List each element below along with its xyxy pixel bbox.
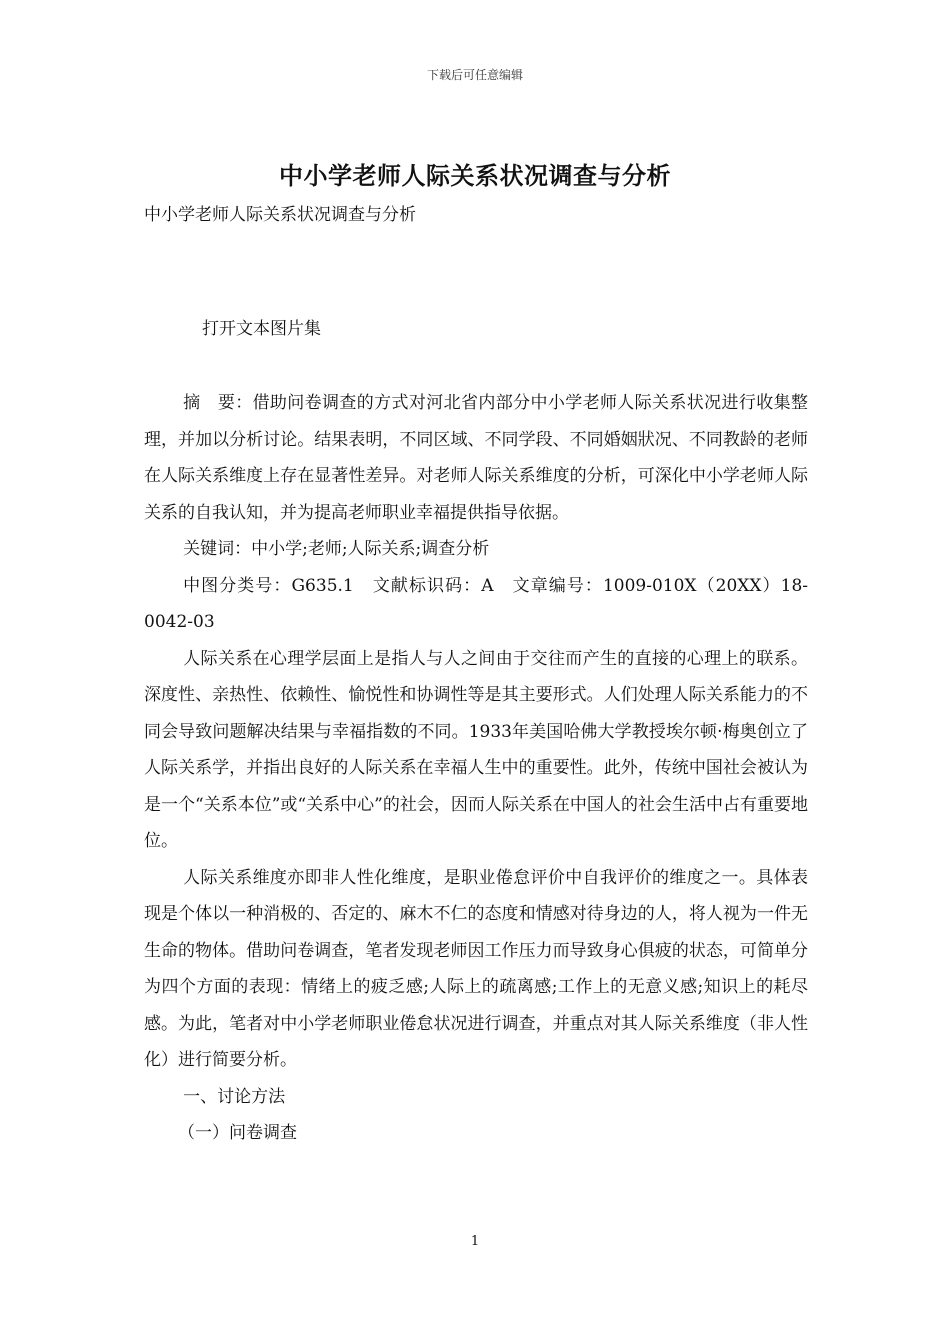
document-subtitle: 中小学老师人际关系状况调查与分析 [144,205,416,225]
page-number: 1 [470,1234,480,1249]
open-image-set-link[interactable]: 打开文本图片集 [202,319,321,339]
keywords-line: 关键词：中小学;老师;人际关系;调查分析 [183,539,490,559]
page-header: 下载后可任意编辑 [426,68,523,82]
abstract-paragraph: 摘 要：借助问卷调查的方式对河北省内部分中小学老师人际关系状况进行收集整理，并加以分析讨论。结果表明，不同区域、不同学段、不同婚姻狀况、不同教龄的老师在人际关系维度上存在显著性差异。对老师人际关系维度的分析，可深化中小学老师人际关系的自我认知，并为提高老师职业幸福提供指导依据。 [144,393,808,523]
section-heading: 一、讨论方法 [183,1086,286,1107]
classification-line: 中图分类号：G635.1 文献标识码：A 文章编号：1009-010X（20XX）18-0042-03 [144,575,808,632]
subsection-heading: （一）问卷调查 [178,1123,297,1143]
document-title: 中小学老师人际关系状况调查与分析 [279,161,671,190]
body-paragraph: 人际关系在心理学层面上是指人与人之间由于交往而产生的直接的心理上的联系。深度性、亲热性、依赖性、愉悦性和协调性等是其主要形式。人们处理人际关系能力的不同会导致问题解决结果与幸福指数的不同。1933年美国哈佛大学教授埃尔顿·梅奥创立了人际关系学，并指出良好的人际关系在幸福人生中的重要性。此外，传统中国社会被认为是一个“关系本位”或“关系中心”的社会，因而人际关系在中国人的社会生活中占有重要地位。 [144,648,808,851]
body-paragraph: 人际关系维度亦即非人性化维度，是职业倦怠评价中自我评价的维度之一。具体表现是个体以一种消极的、否定的、麻木不仁的态度和情感对待身边的人，将人视为一件无生命的物体。借助问卷调查，笔者发现老师因工作压力而导致身心俱疲的状态，可简单分为四个方面的表现：情绪上的疲乏感;人际上的疏离感;工作上的无意义感;知识上的耗尽感。为此，笔者对中小学老师职业倦怠状况进行调查，并重点对其人际关系维度（非人性化）进行简要分析。 [144,867,808,1070]
document-body [144,385,808,1152]
